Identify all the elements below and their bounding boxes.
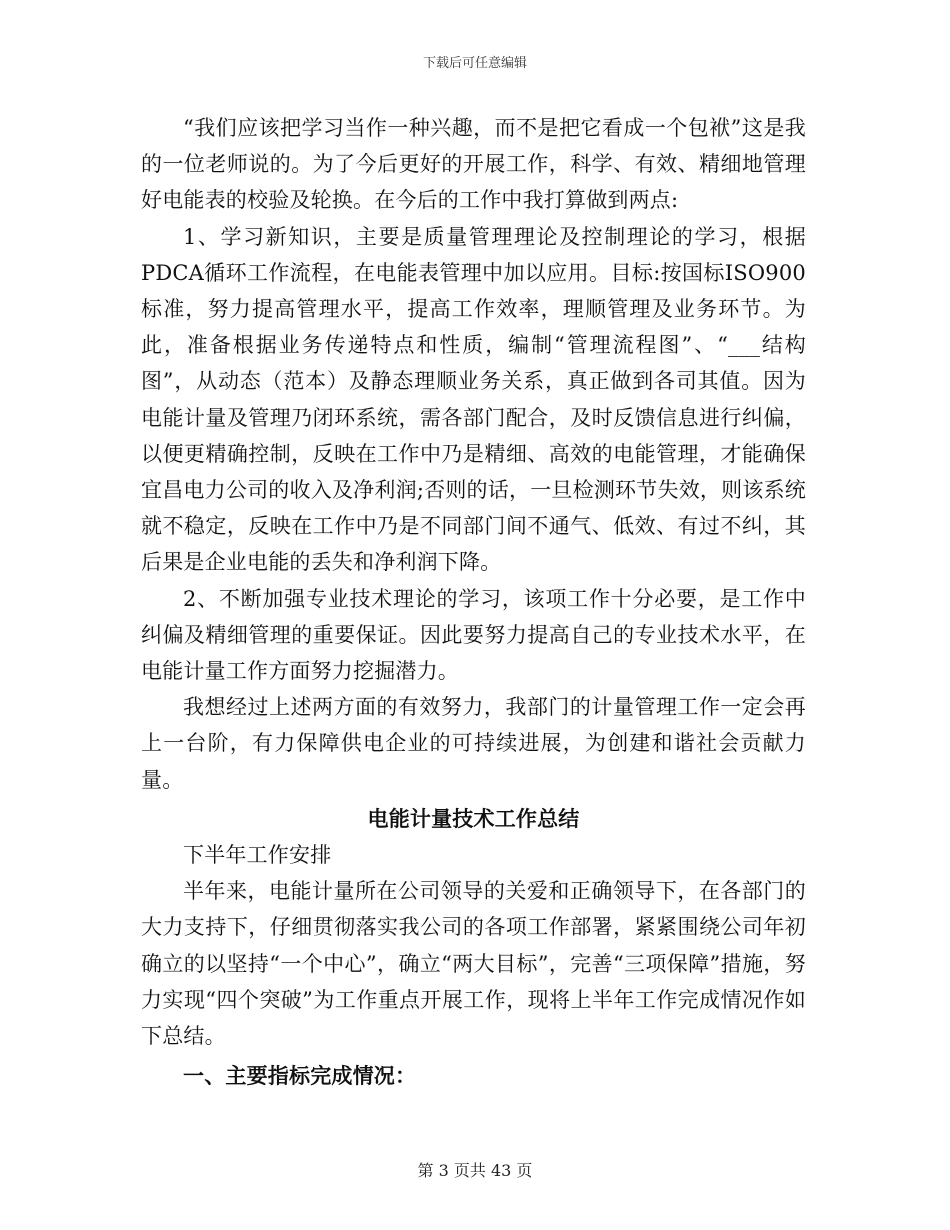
paragraph-subtitle: 下半年工作安排 <box>183 843 332 868</box>
paragraph-conclusion: 我想经过上述两方面的有效努力，我部门的计量管理工作一定会再上一台阶，有力保障供电企业的可持续进展，为创建和谐社会贡献力量。 <box>141 695 806 792</box>
section-heading-1: 一、主要指标完成情况： <box>183 1063 417 1089</box>
page-footer: 第 3 页共 43 页 <box>417 1161 533 1180</box>
paragraph-intro: 半年来，电能计量所在公司领导的关爱和正确领导下，在各部门的大力支持下，仔细贯彻落实我公司的各项工作部署，紧紧围绕公司年初确立的以坚持“一个中心”，确立“两大目标”，完善“三项保障”措施，努力实现“四个突破”为工作重点开展工作，现将上半年工作完成情况作如下总结。 <box>141 879 806 1049</box>
page-header: 下载后可任意编辑 <box>422 56 527 71</box>
paragraph-item-1: 1、学习新知识，主要是质量管理理论及控制理论的学习，根据PDCA循环工作流程，在电能表管理中加以应用。目标:按国标ISO900标准，努力提高管理水平，提高工作效率，理顺管理及业务环节。为此，准备根据业务传递特点和性质，编制“管理流程图”、“___结构图”，从动态（范本）及静态理顺业务关系，真正做到各司其值。因为电能计量及管理乃闭环系统，需各部门配合，及时反馈信息进行纠偏，以便更精确控制，反映在工作中乃是精细、高效的电能管理，才能确保宜昌电力公司的收入及净利润;否则的话，一旦检测环节失效，则该系统就不稳定，反映在工作中乃是不同部门间不通气、低效、有过不纠，其后果是企业电能的丢失和净利润下降。 <box>141 224 806 575</box>
document-body <box>141 110 806 1094</box>
paragraph-quote: “我们应该把学习当作一种兴趣，而不是把它看成一个包袱”这是我的一位老师说的。为了今后更好的开展工作，科学、有效、精细地管理好电能表的校验及轮换。在今后的工作中我打算做到两点: <box>141 116 806 213</box>
section-title: 电能计量技术工作总结 <box>367 805 580 831</box>
paragraph-item-2: 2、不断加强专业技术理论的学习，该项工作十分必要，是工作中纠偏及精细管理的重要保证。因此要努力提高自己的专业技术水平，在电能计量工作方面努力挖掘潜力。 <box>141 586 806 684</box>
